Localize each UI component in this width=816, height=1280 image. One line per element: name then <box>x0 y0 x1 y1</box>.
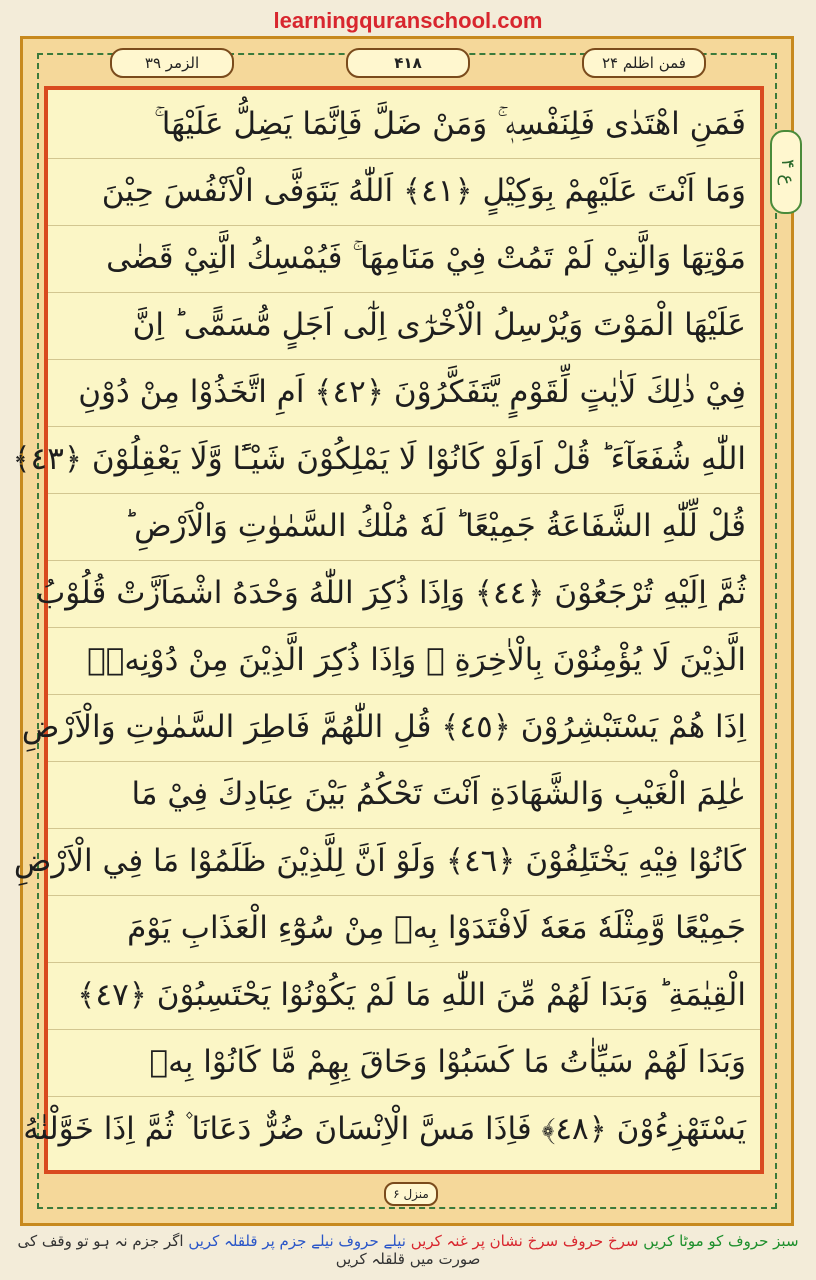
text-line: الَّذِيْنَ لَا يُؤْمِنُوْنَ بِالْاٰخِرَةِ ۚ وَاِذَا ذُكِرَ الَّذِيْنَ مِنْ دُوْنِهٖۤ <box>48 626 760 695</box>
text-line: عٰلِمَ الْغَيْبِ وَالشَّهَادَةِ اَنْتَ تَحْكُمُ بَيْنَ عِبَادِكَ فِيْ مَا <box>48 760 760 829</box>
juz-cartouche: فمن اظلم ۲۴ <box>582 48 706 78</box>
text-line: وَبَدَا لَهُمْ سَيِّاٰتُ مَا كَسَبُوْا وَحَاقَ بِهِمْ مَّا كَانُوْا بِهٖ <box>48 1028 760 1097</box>
legend-red: سرخ حروف سرخ نشان پر غنہ کریں <box>410 1232 639 1250</box>
text-line: فَمَنِ اهْتَدٰى فَلِنَفْسِهٖ ۚ وَمَنْ ضَلَّ فَاِنَّمَا يَضِلُّ عَلَيْهَا ۚ <box>48 90 760 159</box>
quran-page <box>12 86 764 1174</box>
text-line: اِذَا هُمْ يَسْتَبْشِرُوْنَ ﴿٤٥﴾ قُلِ اللّٰهُمَّ فَاطِرَ السَّمٰوٰتِ وَالْاَرْضِ <box>48 693 760 762</box>
page-number: ۴۱۸ <box>346 48 470 78</box>
manzil-cartouche: منزل ۶ <box>384 1182 438 1206</box>
text-line: وَمَا اَنْتَ عَلَيْهِمْ بِوَكِيْلٍ ﴿٤١﴾ اَللّٰهُ يَتَوَفَّى الْاَنْفُسَ حِيْنَ <box>48 157 760 226</box>
text-line: اللّٰهِ شُفَعَآءَ ؕ قُلْ اَوَلَوْ كَانُوْا لَا يَمْلِكُوْنَ شَيْـًٔا وَّلَا يَعْقِلُوْنَ ﴿٤٣﴾ <box>48 425 760 494</box>
text-line: ثُمَّ اِلَيْهِ تُرْجَعُوْنَ ﴿٤٤﴾ وَاِذَا ذُكِرَ اللّٰهُ وَحْدَهُ اشْمَاَزَّتْ قُلُوْبُ <box>48 559 760 628</box>
ruku-marker: ع ۴ <box>770 130 802 214</box>
text-line: كَانُوْا فِيْهِ يَخْتَلِفُوْنَ ﴿٤٦﴾ وَلَوْ اَنَّ لِلَّذِيْنَ ظَلَمُوْا مَا فِي الْاَرْضِ <box>48 827 760 896</box>
tajweed-legend <box>0 1232 816 1268</box>
legend-rest: اگر جزم نہ ہو تو وقف کی صورت میں قلقلہ کریں <box>17 1232 481 1268</box>
site-url: learningquranschool.com <box>273 8 543 33</box>
text-line: فِيْ ذٰلِكَ لَاٰيٰتٍ لِّقَوْمٍ يَّتَفَكَّرُوْنَ ﴿٤٢﴾ اَمِ اتَّخَذُوْا مِنْ دُوْنِ <box>48 358 760 427</box>
page-header <box>110 48 706 78</box>
text-line: يَسْتَهْزِءُوْنَ ﴿٤٨﴾ فَاِذَا مَسَّ الْاِنْسَانَ ضُرٌّ دَعَانَا ۫ ثُمَّ اِذَا خَوَّلْنٰهُ <box>23 1111 746 1147</box>
text-line: عَلَيْهَا الْمَوْتَ وَيُرْسِلُ الْاُخْرٰٓى اِلٰٓى اَجَلٍ مُّسَمًّى ؕ اِنَّ <box>48 291 760 360</box>
text-line: جَمِيْعًا وَّمِثْلَهٗ مَعَهٗ لَافْتَدَوْا بِهٖ مِنْ سُوْٓءِ الْعَذَابِ يَوْمَ <box>48 894 760 963</box>
legend-blue: نیلے حروف نیلے جزم پر قلقلہ کریں <box>188 1232 406 1250</box>
text-line: مَوْتِهَا وَالَّتِيْ لَمْ تَمُتْ فِيْ مَنَامِهَا ۚ فَيُمْسِكُ الَّتِيْ قَضٰى <box>48 224 760 293</box>
legend-green: سبز حروف کو موٹا کریں <box>643 1232 799 1250</box>
text-line: الْقِيٰمَةِ ؕ وَبَدَا لَهُمْ مِّنَ اللّٰهِ مَا لَمْ يَكُوْنُوْا يَحْتَسِبُوْنَ ﴿٤٧﴾ <box>48 961 760 1030</box>
surah-cartouche: الزمر ۳۹ <box>110 48 234 78</box>
text-line: قُلْ لِّلّٰهِ الشَّفَاعَةُ جَمِيْعًا ؕ لَهٗ مُلْكُ السَّمٰوٰتِ وَالْاَرْضِ ؕ <box>48 492 760 561</box>
